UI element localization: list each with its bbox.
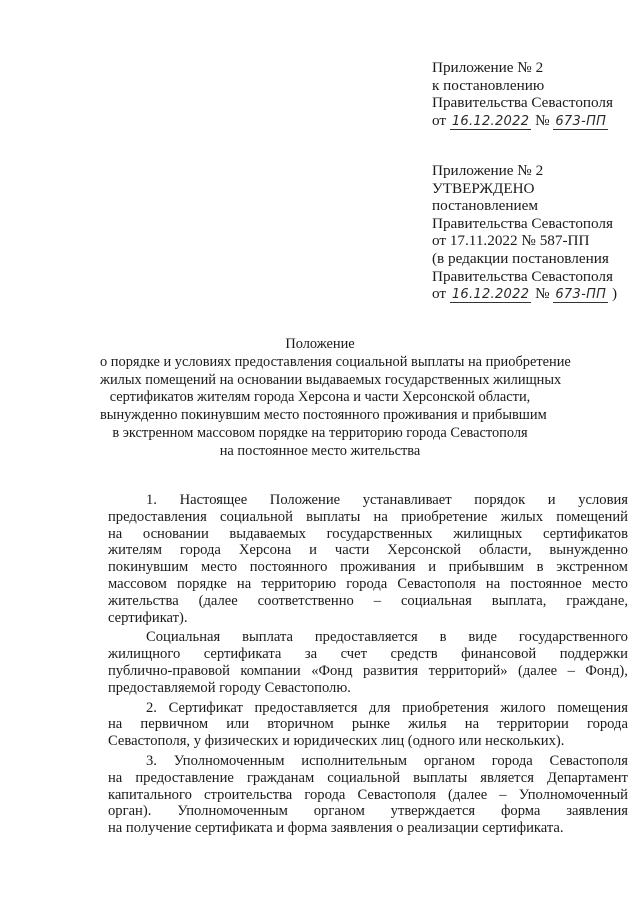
word: города <box>346 575 388 592</box>
title-line: о порядке и условиях предоставления социальной выплаты на приобретение <box>100 353 571 370</box>
word: Настоящее <box>179 492 248 508</box>
word: публично-правовой <box>108 662 230 679</box>
word: Уполномоченным <box>177 803 288 820</box>
paragraph <box>108 700 628 750</box>
word: на <box>108 716 123 733</box>
word: выплаты <box>413 769 468 786</box>
word: место <box>200 559 238 576</box>
appendix-1-line: Правительства Севастополя <box>432 94 613 112</box>
word: Севастополя <box>549 752 628 769</box>
date-prefix: от <box>432 111 447 129</box>
paragraph-line <box>108 753 628 770</box>
appendix-1-line: к постановлению <box>432 76 545 94</box>
word: условия <box>578 492 628 508</box>
word: на <box>108 769 123 786</box>
word: исполнительным <box>301 752 408 769</box>
word: жилых <box>500 508 543 525</box>
word: основании <box>142 525 209 542</box>
word: финансовой <box>461 646 537 663</box>
handwritten-date: 16.12.2022 <box>451 287 530 303</box>
word: города <box>491 752 533 769</box>
paragraph-line <box>108 526 628 543</box>
word: на <box>464 716 480 733</box>
paragraph-line <box>108 803 628 820</box>
word: – <box>373 592 382 609</box>
word: за <box>304 646 318 663</box>
word: Положение <box>269 492 341 508</box>
word: части <box>334 542 370 559</box>
paragraph-line <box>108 576 628 593</box>
appendix-2-line: от 17.11.2022 № 587-ПП <box>432 232 590 250</box>
word: порядок <box>474 492 526 508</box>
word: постоянного <box>249 559 328 576</box>
paragraph-line <box>108 492 628 509</box>
word: приобретение <box>401 508 488 525</box>
word: утверждается <box>390 803 476 820</box>
paragraph-line <box>108 559 628 576</box>
word: территорий» <box>428 662 508 679</box>
handwritten-date: 16.12.2022 <box>451 113 530 129</box>
word: «Фонд <box>311 662 353 679</box>
word: жилого <box>500 699 546 716</box>
appendix-2-block <box>432 162 632 303</box>
word: (далее <box>448 786 488 803</box>
word: граждане, <box>566 592 628 609</box>
appendix-1-date-line <box>432 112 632 130</box>
word: 1. <box>146 492 157 508</box>
word: Социальная <box>146 629 221 646</box>
word: постоянное <box>510 575 582 592</box>
document-title <box>100 336 571 461</box>
paragraph-line <box>108 787 628 804</box>
word: государственных <box>326 525 433 542</box>
word: или <box>226 716 250 733</box>
number-prefix: № <box>535 111 550 129</box>
word: Департамент <box>546 769 628 786</box>
title-heading: Положение <box>285 336 355 352</box>
word: первичном <box>140 716 209 733</box>
word: счет <box>340 646 367 663</box>
word: массовом <box>108 575 167 592</box>
word: сертификата <box>203 646 282 663</box>
word: города <box>179 542 221 559</box>
appendix-1-block <box>432 59 632 130</box>
word: предоставление <box>135 769 234 786</box>
paragraph-line: Севастополя, у физических и юридических лиц (одного или нескольких). <box>108 733 565 750</box>
appendix-2-line: Приложение № 2 <box>432 162 544 179</box>
word: капитального <box>108 786 192 803</box>
paragraph-line <box>108 770 628 787</box>
word: средств <box>390 646 438 663</box>
word: жителям <box>108 542 162 559</box>
word: проживания <box>340 559 416 576</box>
word: социальной <box>220 508 293 525</box>
word: выплата <box>242 629 293 646</box>
number-prefix: № <box>535 285 550 303</box>
word: вторичном <box>267 716 334 733</box>
word: поддержки <box>559 646 628 663</box>
paragraph-line <box>108 716 628 733</box>
word: устанавливает <box>362 492 452 508</box>
word: и <box>428 559 436 576</box>
appendix-2-date-line <box>432 285 632 303</box>
word: порядке <box>177 575 227 592</box>
appendix-1-line: Приложение № 2 <box>432 59 544 76</box>
word: компании <box>240 662 301 679</box>
word: территории <box>497 716 569 733</box>
word: гражданам <box>246 769 315 786</box>
word: предоставляется <box>314 629 418 646</box>
word: 3. <box>146 752 157 769</box>
appendix-2-line: Правительства Севастополя <box>432 267 613 285</box>
word: в <box>536 559 544 576</box>
word: форма <box>500 803 541 820</box>
word: города <box>304 786 346 803</box>
title-line: в экстренном массовом порядке на территорию города Севастополя <box>112 424 528 441</box>
word: помещений <box>556 508 628 525</box>
word: органом <box>313 803 365 820</box>
title-line: жилых помещений на основании выдаваемых государственных жилищных <box>100 371 562 388</box>
word: соответственно <box>257 592 354 609</box>
word: выплаты <box>306 508 361 525</box>
word: жилищного <box>108 646 181 663</box>
word: и <box>309 542 317 559</box>
word: – <box>499 786 507 803</box>
word: (далее <box>198 592 238 609</box>
word: виде <box>468 629 497 646</box>
word: социальная <box>400 592 472 609</box>
closing-parenthesis: ) <box>612 285 618 303</box>
word: помещения <box>557 699 628 716</box>
word: предоставляется <box>254 699 358 716</box>
word: Севастополя <box>397 575 476 592</box>
word: Сертификат <box>168 699 243 716</box>
paragraph-line: на получение сертификата и форма заявления о реализации сертификата. <box>108 820 564 837</box>
word: (далее <box>518 662 558 679</box>
word: выплата, <box>491 592 547 609</box>
paragraph <box>108 492 628 626</box>
paragraph <box>108 629 628 696</box>
paragraph <box>108 753 628 837</box>
appendix-2-line: Правительства Севастополя <box>432 214 613 232</box>
word: заявления <box>566 803 628 820</box>
word: социальной <box>327 769 401 786</box>
word: Херсонской <box>387 542 462 559</box>
word: развития <box>363 662 419 679</box>
word: предоставления <box>108 508 207 525</box>
word: орган). <box>108 803 152 820</box>
word: территорию <box>261 575 337 592</box>
paragraph-line <box>108 509 628 526</box>
word: на <box>236 575 252 592</box>
word: города <box>586 716 628 733</box>
word: на <box>485 575 501 592</box>
word: приобретения <box>402 699 489 716</box>
appendix-2-line: (в редакции постановления <box>432 249 609 267</box>
word: Херсона <box>238 542 292 559</box>
word: жилья <box>408 716 447 733</box>
word: органом <box>423 752 475 769</box>
word: Фонд), <box>585 662 628 679</box>
word: прибывшим <box>448 559 524 576</box>
title-line: вынужденно покинувшим место постоянного проживания и прибывшим <box>100 407 547 424</box>
word: Севастополя <box>357 786 436 803</box>
word: рынке <box>351 716 390 733</box>
word: жилищных <box>453 525 523 542</box>
word: – <box>567 662 575 679</box>
paragraph-line: предоставляемой городу Севастополю. <box>108 679 351 696</box>
word: жительства <box>108 592 179 609</box>
word: области, <box>479 542 532 559</box>
word: на <box>108 525 123 542</box>
word: и <box>547 492 556 508</box>
word: Уполномоченным <box>173 752 285 769</box>
paragraph-line <box>108 542 628 559</box>
paragraph-line <box>108 663 628 680</box>
paragraph-line: сертификат). <box>108 609 188 626</box>
word: 2. <box>146 699 157 716</box>
word: является <box>480 769 534 786</box>
appendix-2-line: УТВЕРЖДЕНО <box>432 179 535 197</box>
word: государственного <box>518 629 628 646</box>
paragraph-line <box>108 700 628 717</box>
word: вынужденно <box>549 542 628 559</box>
paragraph-line <box>108 629 628 646</box>
word: для <box>369 699 391 716</box>
appendix-2-line: постановлением <box>432 197 539 215</box>
word: на <box>373 508 388 525</box>
date-prefix: от <box>432 285 447 303</box>
word: выдаваемых <box>229 525 306 542</box>
word: экстренном <box>556 559 628 576</box>
word: место <box>591 575 628 592</box>
word: сертификатов <box>542 525 628 542</box>
paragraph-line <box>108 646 628 663</box>
document-body <box>108 492 628 840</box>
word: Уполномоченный <box>518 786 628 803</box>
title-line: на постоянное место жительства <box>219 442 421 459</box>
handwritten-number: 673-ПП <box>555 287 607 303</box>
title-line: сертификатов жителям города Херсона и части Херсонской области, <box>109 389 531 406</box>
word: покинувшим <box>108 559 189 576</box>
word: в <box>439 629 447 646</box>
word: строительства <box>204 786 293 803</box>
paragraph-line <box>108 593 628 610</box>
handwritten-number: 673-ПП <box>555 113 607 129</box>
